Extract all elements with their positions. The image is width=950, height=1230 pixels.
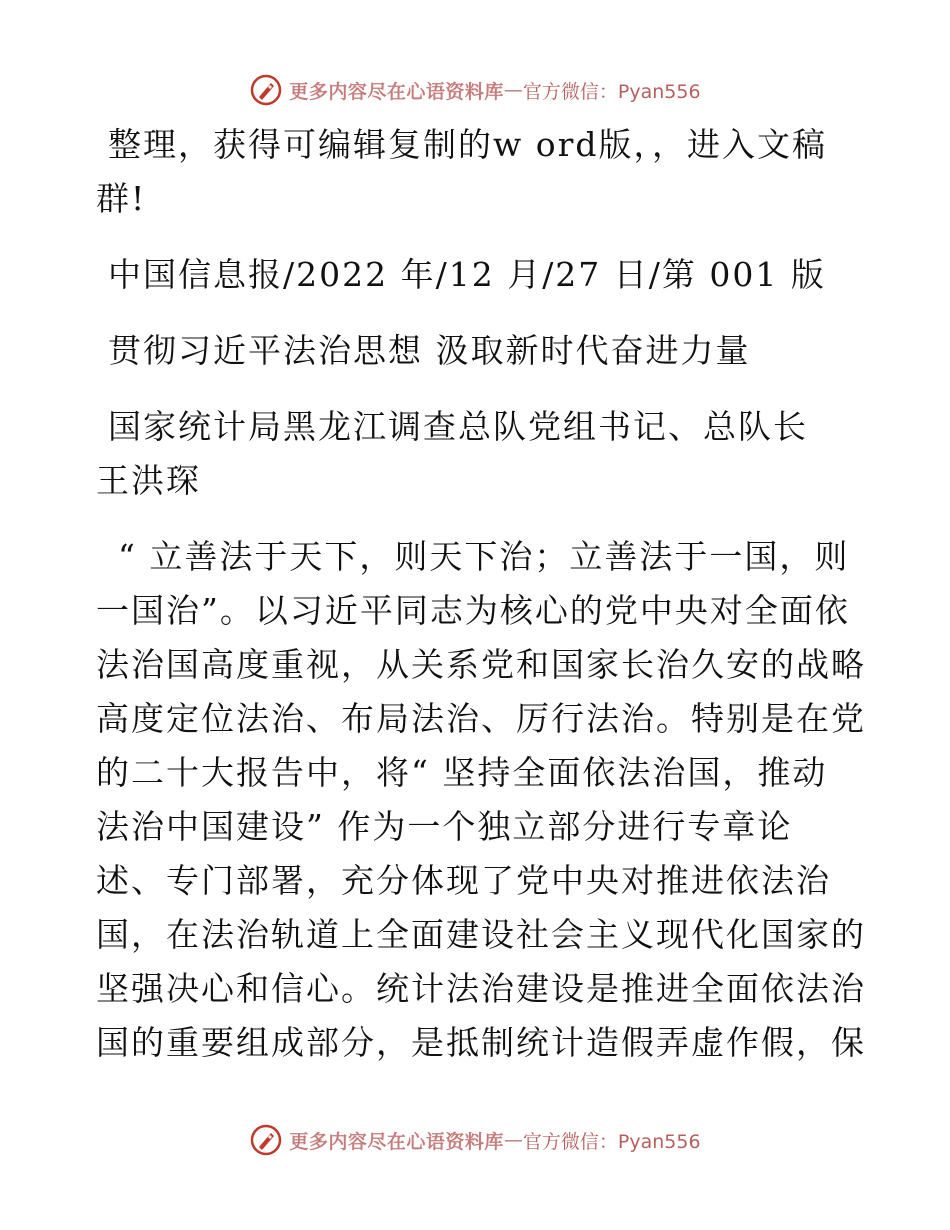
watermark-footer: [0, 1120, 950, 1160]
watermark-dash: —: [503, 79, 523, 101]
watermark-text: 更多内容尽在心语资料库: [289, 1130, 504, 1153]
text-line: 法治国高度重视，从关系党和国家长治久安的战略: [96, 645, 866, 684]
text-line: 整理，获得可编辑复制的w ord版，，进入文稿: [108, 125, 828, 164]
text-line: 国的重要组成部分，是抵制统计造假弄虚作假，保: [96, 1023, 866, 1062]
watermark-header: [0, 70, 950, 110]
text-line: 坚强决心和信心。统计法治建设是推进全面依法治: [96, 969, 866, 1008]
watermark-wechat: 官方微信：Pyan556: [522, 80, 701, 103]
text-line: 的二十大报告中，将“ 坚持全面依法治国，推动: [96, 753, 828, 792]
text-line: 一国治”。以习近平同志为核心的党中央对全面依: [96, 591, 850, 630]
text-line: 法治中国建设” 作为一个独立部分进行专章论: [96, 807, 793, 846]
watermark-text: 更多内容尽在心语资料库: [289, 80, 504, 103]
article-title: 贯彻习近平法治思想 汲取新时代奋进力量: [108, 331, 751, 370]
author-name: 王洪琛: [96, 461, 201, 500]
text-line: 国，在法治轨道上全面建设社会主义现代化国家的: [96, 915, 866, 954]
text-line: “ 立善法于天下，则天下治；立善法于一国，则: [118, 537, 850, 576]
text-line: 高度定位法治、布局法治、厉行法治。特别是在党: [96, 699, 866, 738]
watermark-dash: —: [503, 1129, 523, 1151]
document-body: [96, 118, 866, 1070]
watermark-wechat: 官方微信：Pyan556: [522, 1130, 701, 1153]
text-line: 群!: [96, 179, 147, 218]
pen-nib-icon: [249, 1123, 283, 1157]
pen-nib-icon: [249, 73, 283, 107]
author-line: 国家统计局黑龙江调查总队党组书记、总队长: [108, 407, 808, 446]
text-line: 述、专门部署，充分体现了党中央对推进依法治: [96, 861, 831, 900]
source-line: 中国信息报/2022 年/12 月/27 日/第 001 版: [108, 255, 826, 294]
